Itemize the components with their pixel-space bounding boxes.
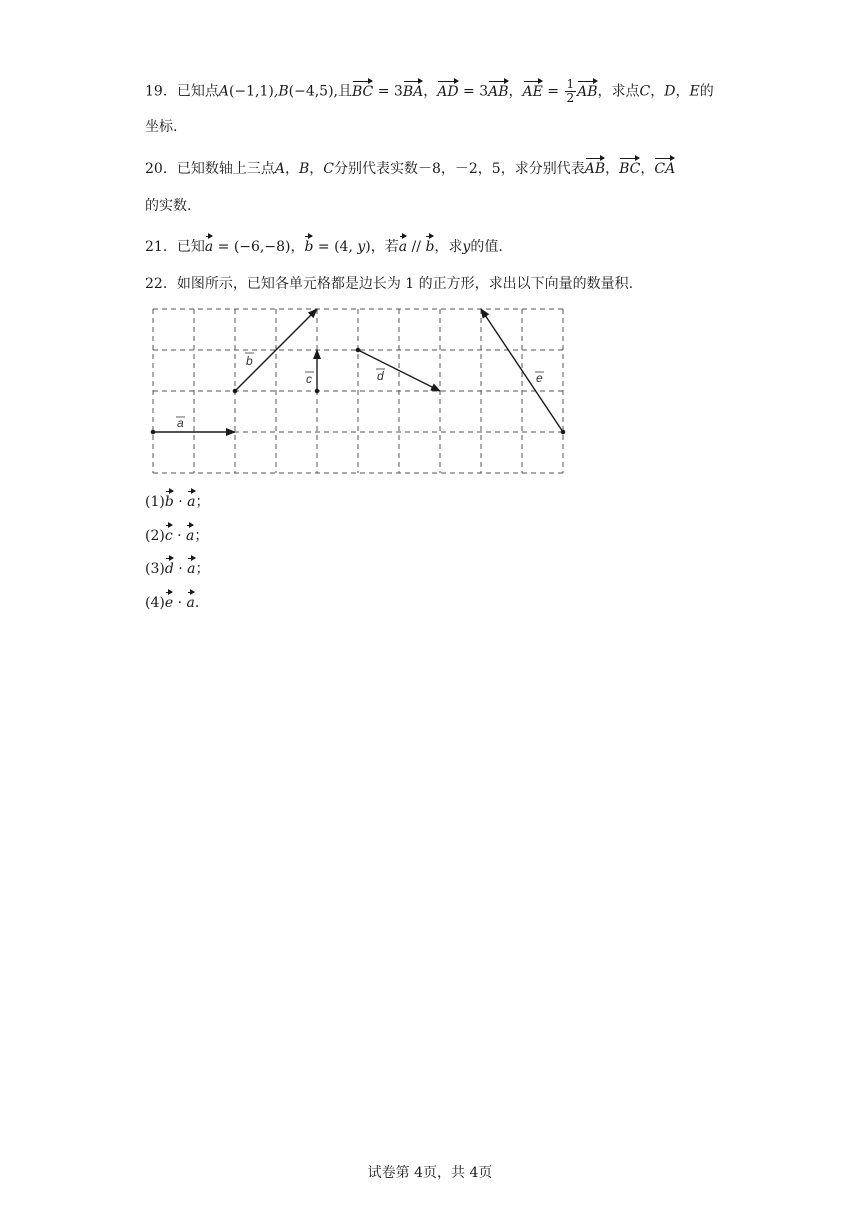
variable-y: y bbox=[462, 239, 471, 255]
separator: ， bbox=[605, 161, 620, 177]
vector-e: e bbox=[165, 591, 173, 613]
label-c: c bbox=[306, 372, 312, 386]
q21-line bbox=[145, 235, 503, 257]
vector-a: a bbox=[186, 524, 194, 546]
vector-ad: AD bbox=[437, 80, 458, 102]
dot-operator: · bbox=[173, 595, 187, 611]
terminator: ； bbox=[194, 528, 209, 544]
equals: = 3 bbox=[458, 83, 489, 100]
q22-item-1 bbox=[145, 490, 210, 512]
vector-a: a bbox=[205, 235, 213, 257]
dot-operator: · bbox=[173, 494, 188, 510]
vector-ab: AB bbox=[488, 80, 508, 102]
label-a: a bbox=[177, 416, 184, 430]
vector-b-tail-dot bbox=[233, 389, 236, 392]
separator: ，求 bbox=[434, 239, 463, 255]
q21-number: 21．已知 bbox=[145, 239, 205, 255]
equals: = 3 bbox=[373, 83, 403, 100]
q20-line1 bbox=[145, 157, 675, 179]
vector-a: a bbox=[187, 591, 195, 613]
dot-operator: · bbox=[173, 561, 188, 577]
paren-close: ) bbox=[365, 239, 371, 255]
point-d: D bbox=[664, 83, 676, 100]
vector-d-tail-dot bbox=[356, 348, 359, 351]
vector-ab: AB bbox=[585, 157, 605, 179]
q22-text: 22．如图所示，已知各单元格都是边长为 1 的正方形，求出以下向量的数量积. bbox=[145, 276, 634, 292]
equals: = bbox=[542, 83, 564, 100]
vector-ae: AE bbox=[523, 80, 543, 102]
point-c: C bbox=[323, 161, 334, 177]
terminator: . bbox=[194, 595, 200, 611]
point-c: C bbox=[639, 83, 651, 100]
dot-operator: · bbox=[172, 528, 187, 544]
item-index: (2) bbox=[145, 528, 165, 544]
separator: ， bbox=[640, 161, 655, 177]
label-b: b bbox=[246, 354, 253, 368]
vector-a-value: = (−6,−8) bbox=[213, 239, 291, 255]
separator: ， bbox=[650, 83, 665, 100]
vector-b: b bbox=[165, 490, 174, 512]
label-d: d bbox=[377, 369, 384, 383]
point-b: B bbox=[298, 161, 310, 177]
vector-bc: BC bbox=[619, 157, 640, 179]
separator: ， bbox=[675, 83, 690, 100]
variable-y: y bbox=[357, 239, 366, 255]
q20-text: 分别代表实数－8，－2，5，求分别代表 bbox=[333, 161, 585, 177]
q19-line2: 坐标. bbox=[145, 119, 178, 135]
vector-e-tail-dot bbox=[561, 430, 564, 433]
point-b: ,B bbox=[273, 83, 289, 100]
parallel-sign: // bbox=[407, 239, 426, 255]
separator: ，若 bbox=[370, 239, 399, 255]
q19-ask: ，求点 bbox=[597, 83, 640, 100]
separator: ， bbox=[284, 161, 299, 177]
q21-tail: 的值. bbox=[470, 239, 503, 255]
vector-a: a bbox=[399, 235, 407, 257]
separator: ， bbox=[423, 83, 438, 100]
vector-c: c bbox=[165, 524, 173, 546]
vector-c-tail-dot bbox=[315, 389, 318, 392]
q19-tail: 的 bbox=[699, 83, 714, 100]
q19-line1 bbox=[145, 78, 714, 105]
q22-item-4 bbox=[145, 591, 199, 613]
vector-a: a bbox=[187, 557, 195, 579]
label-e: e bbox=[536, 371, 543, 385]
vector-bc: BC bbox=[352, 80, 373, 102]
item-index: (4) bbox=[145, 595, 165, 611]
vector-ab: AB bbox=[577, 80, 597, 102]
separator: ， bbox=[309, 161, 324, 177]
terminator: ； bbox=[195, 494, 210, 510]
point-a: A bbox=[274, 161, 285, 177]
fraction-numerator: 1 bbox=[566, 77, 575, 91]
item-index: (1) bbox=[145, 494, 165, 510]
fraction-half bbox=[565, 78, 577, 105]
vector-a-tail-dot bbox=[151, 430, 154, 433]
grid-lines bbox=[153, 309, 563, 473]
point-a: A bbox=[218, 83, 229, 100]
vector-b: b bbox=[425, 235, 434, 257]
terminator: ； bbox=[195, 561, 210, 577]
separator: ， bbox=[508, 83, 523, 100]
point-b-coord: (−4,5) bbox=[288, 83, 334, 100]
point-a-coord: (−1,1) bbox=[228, 83, 274, 100]
vector-grid-figure bbox=[140, 300, 580, 480]
point-e: E bbox=[689, 83, 700, 100]
q20-line2: 的实数. bbox=[145, 198, 192, 214]
vector-a: a bbox=[187, 490, 195, 512]
vector-d: d bbox=[165, 557, 174, 579]
vector-ba: BA bbox=[403, 80, 423, 102]
q19-number: 19．已知点 bbox=[145, 83, 219, 100]
vector-ca: CA bbox=[654, 157, 675, 179]
fraction-denominator: 2 bbox=[566, 91, 575, 105]
item-index: (3) bbox=[145, 561, 165, 577]
q22-item-3 bbox=[145, 557, 210, 579]
vector-b-value: = (4, bbox=[313, 239, 358, 255]
conjunction: ,且 bbox=[333, 83, 352, 100]
q22-item-2 bbox=[145, 524, 208, 546]
vector-b: b bbox=[304, 235, 313, 257]
q20-number: 20．已知数轴上三点 bbox=[145, 161, 275, 177]
separator: ， bbox=[290, 239, 305, 255]
page-footer: 试卷第 4页，共 4页 bbox=[367, 1165, 493, 1181]
